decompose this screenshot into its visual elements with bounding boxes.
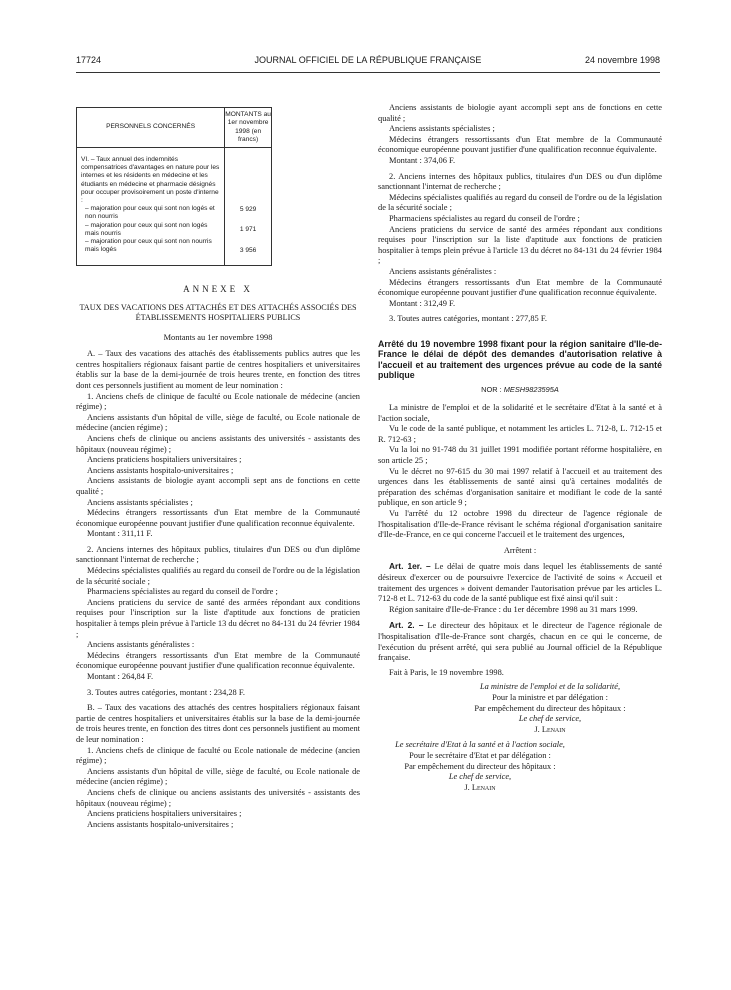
nor-label: NOR : xyxy=(481,384,502,394)
fait-a-paris: Fait à Paris, le 19 novembre 1998. xyxy=(389,667,504,677)
left-paragraphs xyxy=(76,349,360,830)
header-rule xyxy=(76,72,660,73)
right-paragraph: Anciens praticiens du service de santé des armées répondant aux conditions requises pour l'inscription sur la liste d'aptitude aux fonctions de praticien hospitalier à temps plein prévue à l'article 13 du décret no 84-131 du 24 février 1984 ; xyxy=(378,224,662,266)
sig2-line-3: Par empêchement du directeur des hôpitaux : xyxy=(404,761,556,771)
amounts-table xyxy=(76,107,272,266)
left-column xyxy=(76,100,360,830)
right-paragraph: Anciens assistants spécialistes ; xyxy=(389,124,495,134)
left-paragraph: 3. Toutes autres catégories, montant : 234,28 F. xyxy=(87,687,245,697)
right-paragraph: Anciens assistants généralistes : xyxy=(389,266,497,276)
left-paragraph: Anciens chefs de clinique ou anciens assistants des universités - assistants des hôpitaux (nouveau régime) ; xyxy=(76,787,360,808)
sig2-line-1: Le secrétaire d'Etat à la santé et à l'action sociale, xyxy=(395,740,565,750)
left-paragraph: Anciens assistants généralistes : xyxy=(87,640,195,650)
left-paragraph: A. – Taux des vacations des attachés des établissements publics autres que les centres hospitaliers régionaux faisant partie de centres hospitaliers et universitaires établis sur la base de la demi-journée de trois heures trente, en fonction des titres dont ces personnels justifient au moment de leur nomination : xyxy=(76,349,360,390)
journal-title: JOURNAL OFFICIEL DE LA RÉPUBLIQUE FRANÇAISE xyxy=(254,55,482,65)
sig2-line-5: J. Lenain xyxy=(464,782,496,792)
sig1-line-3: Par empêchement du directeur des hôpitaux : xyxy=(474,703,626,713)
article-1 xyxy=(378,561,662,604)
right-paragraph: 3. Toutes autres catégories, montant : 277,85 F. xyxy=(389,314,547,324)
page-header xyxy=(76,55,660,71)
left-paragraph: Anciens praticiens hospitaliers universitaires ; xyxy=(87,455,242,465)
right-paragraph: Montant : 374,06 F. xyxy=(389,155,456,165)
right-paragraph: Médecins étrangers ressortissants d'un Etat membre de la Communauté économique européenne pouvant justifier d'une qualification reconnue équivalente. xyxy=(378,277,662,298)
left-paragraph: Anciens chefs de clinique ou anciens assistants des universités - assistants des hôpitaux (nouveau régime) ; xyxy=(76,433,360,454)
right-paragraph: Montant : 312,49 F. xyxy=(389,298,456,308)
article-2-text: Le directeur des hôpitaux et le directeur de l'agence régionale de l'hospitalisation d'Ile-de-France sont chargés, chacun en ce qui le concerne, de l'exécution du présent arrêté, qui sera publié au Journal officiel de la République française. xyxy=(378,621,662,663)
sig1-line-1: La ministre de l'emploi et de la solidarité, xyxy=(479,682,621,692)
right-paragraph: 2. Anciens internes des hôpitaux publics, titulaires d'un DES ou d'un diplôme sanctionnant l'internat de recherche ; xyxy=(378,171,662,192)
left-paragraph: 2. Anciens internes des hôpitaux publics, titulaires d'un DES ou d'un diplôme sanctionnant l'internat de recherche ; xyxy=(76,544,360,565)
table-value-2: 1 971 xyxy=(239,226,257,233)
arrete-paragraph: Vu le code de la santé publique, et notamment les articles L. 712-8, L. 712-15 et R. 712-63 ; xyxy=(378,424,662,444)
left-paragraph: Anciens praticiens hospitaliers universitaires ; xyxy=(87,809,242,819)
arrete-title: Arrêté du 19 novembre 1998 fixant pour la région sanitaire d'Ile-de-France le délai de dépôt des demandes d'autorisation relative à l'accueil et au traitement des urgences prévue au code de la santé publique xyxy=(378,338,662,381)
right-paragraphs xyxy=(378,103,662,325)
left-paragraph: Anciens praticiens du service de santé des armées répondant aux conditions requises pour l'inscription sur la liste d'aptitude aux fonctions de praticien hospitalier à temps plein prévue à l'article 13 du décret no 84-131 du 24 février 1984 ; xyxy=(76,597,360,639)
right-column xyxy=(378,103,662,793)
annex-subtitle: TAUX DES VACATIONS DES ATTACHÉS ET DES ATTACHÉS ASSOCIÉS DES ÉTABLISSEMENTS HOSPITALIERS PUBLICS xyxy=(79,302,357,322)
article-2 xyxy=(378,620,662,663)
table-value-3: 3 956 xyxy=(239,247,257,254)
right-paragraph: Médecins spécialistes qualifiés au regard du conseil de l'ordre ou de la législation de la sécurité sociale ; xyxy=(378,192,662,213)
arrete-paragraph: Vu le décret no 97-615 du 30 mai 1997 relatif à l'accueil et au traitement des urgences dans les établissements de santé ainsi qu'à certaines modalités de préparation des schémas d'organisation sanitaire et modifiant le code de la santé publique, en son article 9 ; xyxy=(378,466,662,508)
article-2-label: Art. 2. – xyxy=(389,620,424,631)
table-values-cell xyxy=(225,148,272,266)
table-header-montants: MONTANTS au 1er novembre 1998 (en francs) xyxy=(225,108,272,148)
article-1-text: Le délai de quatre mois dans lequel les établissements de santé désireux d'exercer ou de poursuivre l'exercice de l'activité de soins « Accueil et traitement des urgences » doivent demander l'autorisation prévue par les articles L. 712-8 et L. 712-63 du code de la santé publique est fixé ainsi qu'il suit : xyxy=(378,562,662,604)
left-paragraph: Médecins étrangers ressortissants d'un Etat membre de la Communauté économique européenne pouvant justifier d'une qualification reconnue équivalente. xyxy=(76,650,360,671)
issue-date: 24 novembre 1998 xyxy=(584,55,660,65)
right-paragraph: Médecins étrangers ressortissants d'un Etat membre de la Communauté économique européenne pouvant justifier d'une qualification reconnue équivalente. xyxy=(378,134,662,155)
sig1-line-5: J. Lenain xyxy=(534,724,566,734)
table-header-personnels: PERSONNELS CONCERNÉS xyxy=(77,108,225,148)
table-item-3: – majoration pour ceux qui sont non nourris mais logés xyxy=(85,238,212,254)
arrete-paragraphs xyxy=(378,403,662,541)
arrete-paragraph: Vu la loi no 91-748 du 31 juillet 1991 modifiée portant réforme hospitalière, en son article 25 ; xyxy=(378,445,662,466)
left-paragraph: Anciens assistants hospitalo-universitaires ; xyxy=(87,819,234,829)
annex-title: ANNEXE X xyxy=(183,284,253,294)
amounts-table-wrap xyxy=(76,107,351,266)
table-item-2: – majoration pour ceux qui sont non logés mais nourris xyxy=(85,221,208,237)
page-number: 17724 xyxy=(76,55,102,65)
table-item-1: – majoration pour ceux qui sont non logés et non nourris xyxy=(85,205,215,221)
signature-block-1 xyxy=(378,682,662,735)
left-paragraph: Médecins spécialistes qualifiés au regard du conseil de l'ordre ou de la législation de la sécurité sociale ; xyxy=(76,566,360,586)
sig1-line-4: Le chef de service, xyxy=(518,714,582,724)
table-row-intro: VI. – Taux annuel des indemnités compensatrices d'avantages en nature pour les internes et les résidents en médecine et les étudiants en médecine et pharmacie désignés pour occuper provisoirement un poste d'interne : xyxy=(81,156,220,205)
table-body-cell xyxy=(77,148,225,266)
annex-montants: Montants au 1er novembre 1998 xyxy=(163,332,273,342)
left-paragraph: Montant : 264,84 F. xyxy=(87,672,154,681)
left-paragraph: Pharmaciens spécialistes au regard du conseil de l'ordre ; xyxy=(87,587,278,597)
left-paragraph: B. – Taux des vacations des attachés des centres hospitaliers régionaux faisant partie de centres hospitaliers et universitaires établis sur la base de la demi-journée de trois heures trente, en fonction des titres dont ces personnels justifient au moment de leur nomination : xyxy=(76,703,360,744)
left-paragraph: Anciens assistants de biologie ayant accompli sept ans de fonctions en cette qualité ; xyxy=(76,476,360,496)
table-value-1: 5 929 xyxy=(239,206,257,213)
right-paragraph: Pharmaciens spécialistes au regard du conseil de l'ordre ; xyxy=(389,213,580,223)
signature-block-2 xyxy=(378,740,662,793)
left-paragraph: 1. Anciens chefs de clinique de faculté ou Ecole nationale de médecine (ancien régime) ; xyxy=(76,745,360,766)
arretent: Arrêtent : xyxy=(503,545,537,555)
sig2-line-4: Le chef de service, xyxy=(448,772,512,782)
left-paragraph: Anciens assistants spécialistes ; xyxy=(87,497,193,507)
left-paragraph: 1. Anciens chefs de clinique de faculté ou Ecole nationale de médecine (ancien régime) ; xyxy=(76,391,360,412)
article-1-label: Art. 1er. – xyxy=(389,561,431,572)
left-paragraph: Anciens assistants d'un hôpital de ville, siège de faculté, ou Ecole nationale de médecine (ancien régime) ; xyxy=(76,412,360,433)
sig1-line-2: Pour la ministre et par délégation : xyxy=(492,692,608,702)
nor-line xyxy=(378,385,662,396)
article-1-region: Région sanitaire d'Ile-de-France : du 1er décembre 1998 au 31 mars 1999. xyxy=(389,604,638,614)
arrete-paragraph: La ministre de l'emploi et de la solidarité et le secrétaire d'Etat à la santé et à l'action sociale, xyxy=(378,403,662,423)
left-paragraph: Montant : 311,11 F. xyxy=(87,529,153,539)
right-paragraph: Anciens assistants de biologie ayant accompli sept ans de fonctions en cette qualité ; xyxy=(378,103,662,123)
left-paragraph: Médecins étrangers ressortissants d'un Etat membre de la Communauté économique européenne pouvant justifier d'une qualification reconnue équivalente. xyxy=(76,508,360,528)
left-paragraph: Anciens assistants hospitalo-universitaires ; xyxy=(87,465,234,475)
nor-code: MESH9823595A xyxy=(503,384,559,394)
left-paragraph: Anciens assistants d'un hôpital de ville, siège de faculté, ou Ecole nationale de médecine (ancien régime) ; xyxy=(76,766,360,787)
sig2-line-2: Pour le secrétaire d'Etat et par délégation : xyxy=(409,750,551,760)
arrete-paragraph: Vu l'arrêté du 12 octobre 1998 du directeur de l'agence régionale de l'hospitalisation d'Ile-de-France révisant le schéma régional d'organisation sanitaire d'Ile-de-France, en ce qui concerne l'accueil et le traitement des urgences, xyxy=(378,509,662,540)
